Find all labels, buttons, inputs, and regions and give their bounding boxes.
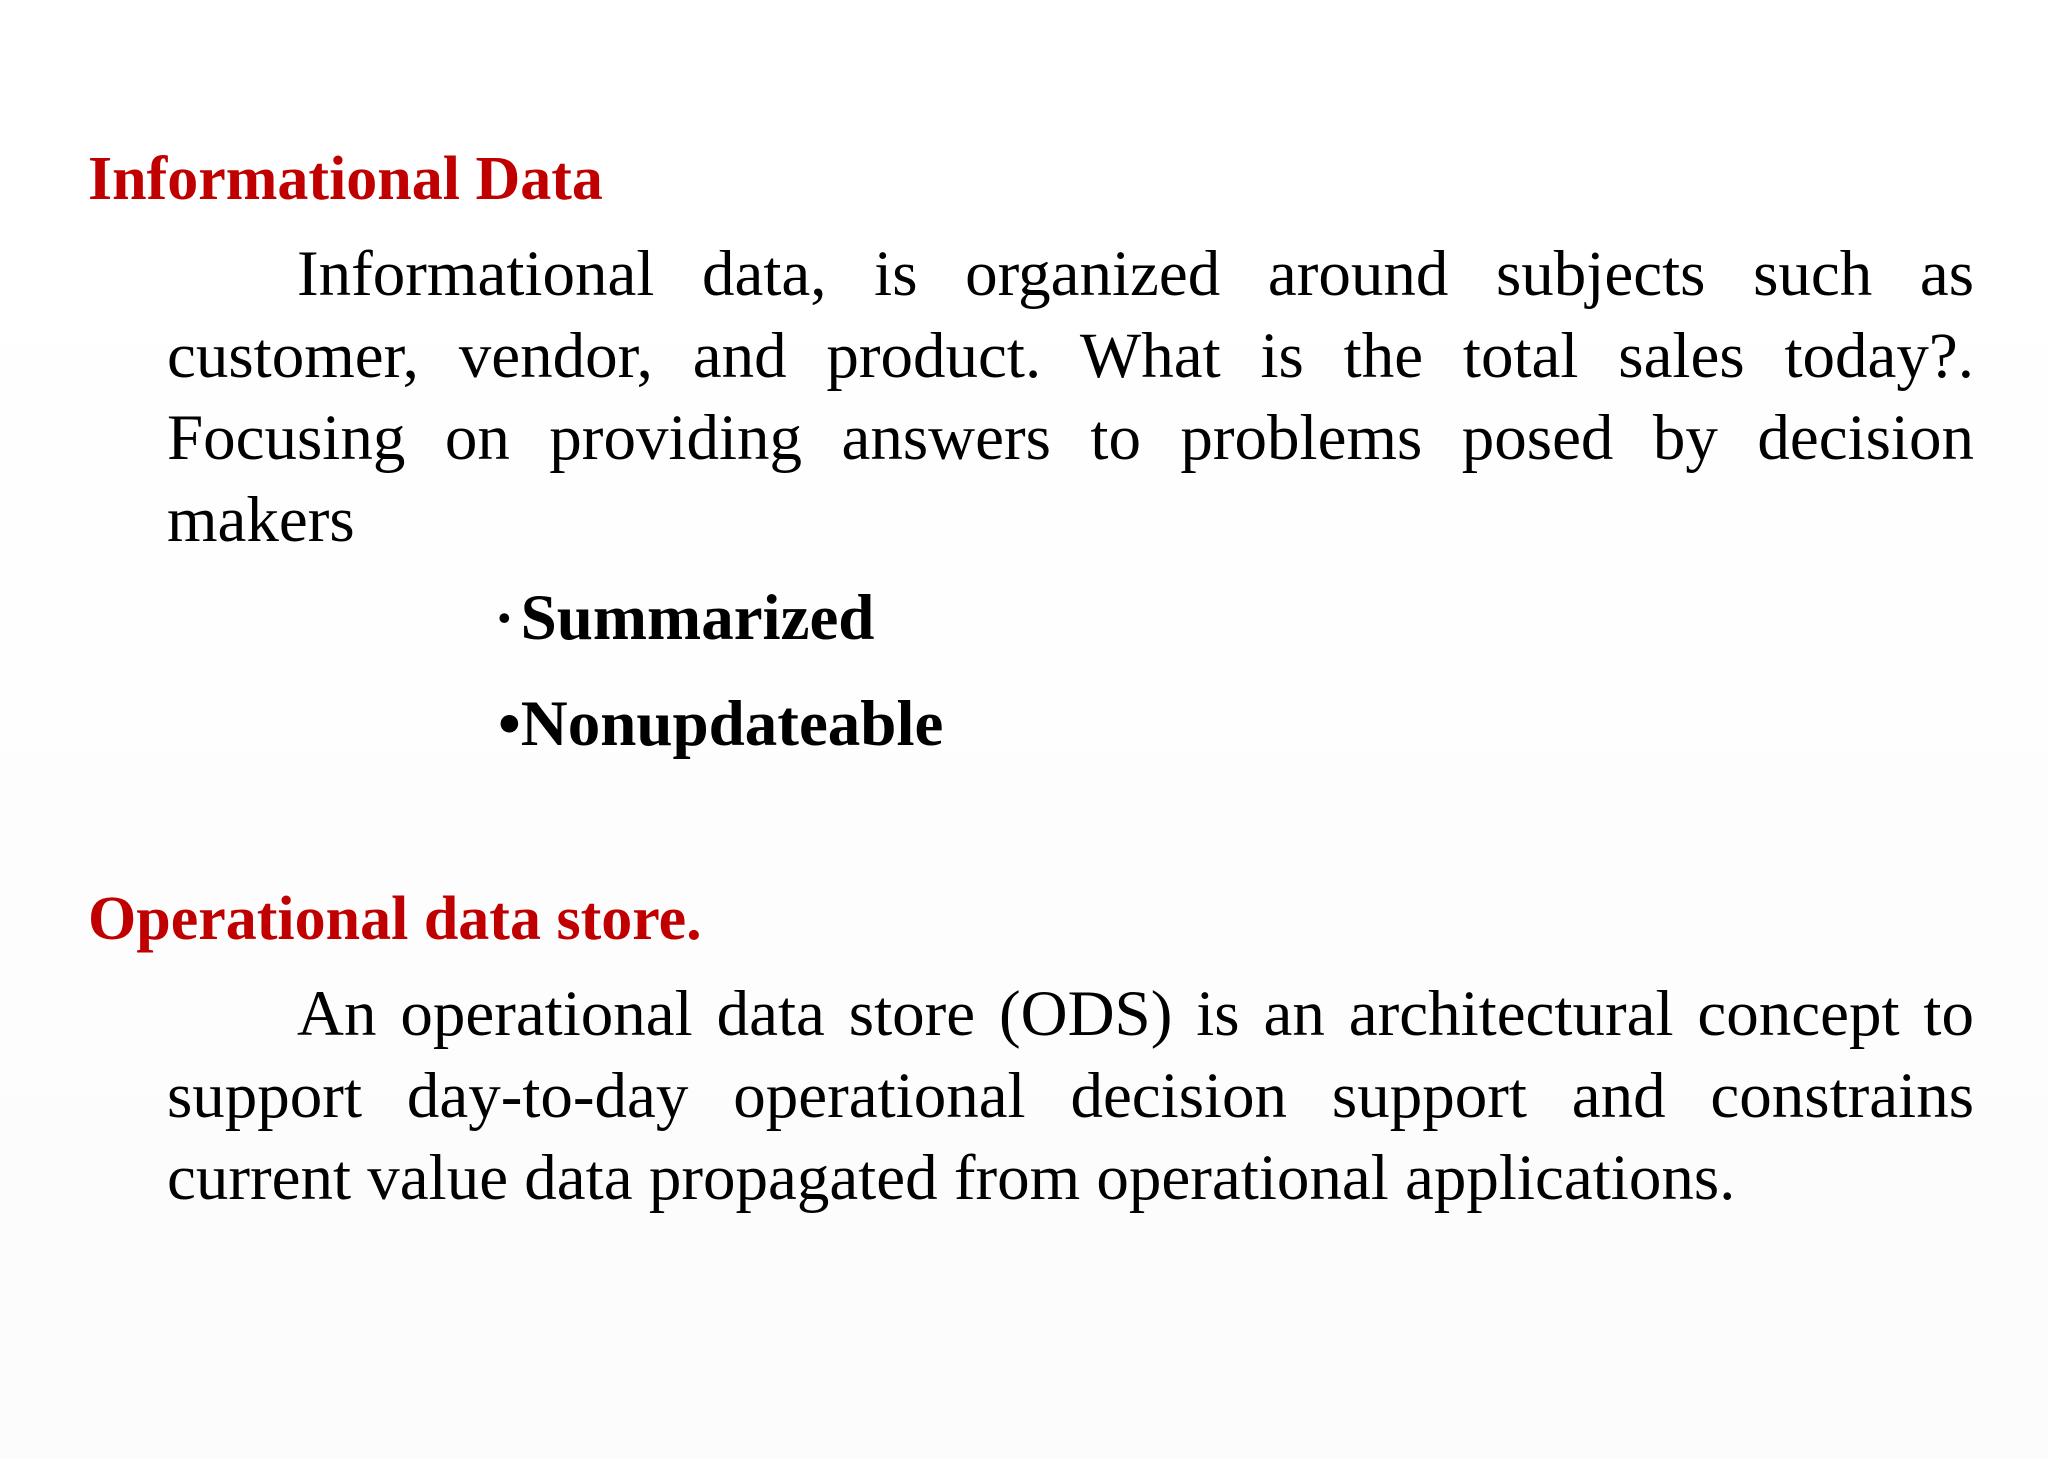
- bullet-item-nonupdateable: [498, 674, 943, 774]
- bullet-label-summarized: Summarized: [520, 582, 875, 654]
- operational-data-store-heading: Operational data store.: [88, 885, 702, 953]
- operational-data-store-paragraph: An operational data store (ODS) is an architectural concept to support day-to-day operational decision support and constrains current value data propagated from operational applications.: [167, 978, 1974, 1214]
- bullet-marker: •: [498, 598, 511, 639]
- bullet-item-summarized: [498, 568, 943, 674]
- informational-data-bullet-list: [498, 568, 943, 774]
- bullet-label-nonupdateable: Nonupdateable: [520, 688, 944, 761]
- informational-data-paragraph: Informational data, is organized around subjects such as customer, vendor, and product. What is the total sales today?. Focusing on providing answers to problems posed by decision makers: [167, 238, 1974, 556]
- bullet-marker: •: [498, 688, 521, 761]
- informational-data-heading: Informational Data: [88, 145, 603, 213]
